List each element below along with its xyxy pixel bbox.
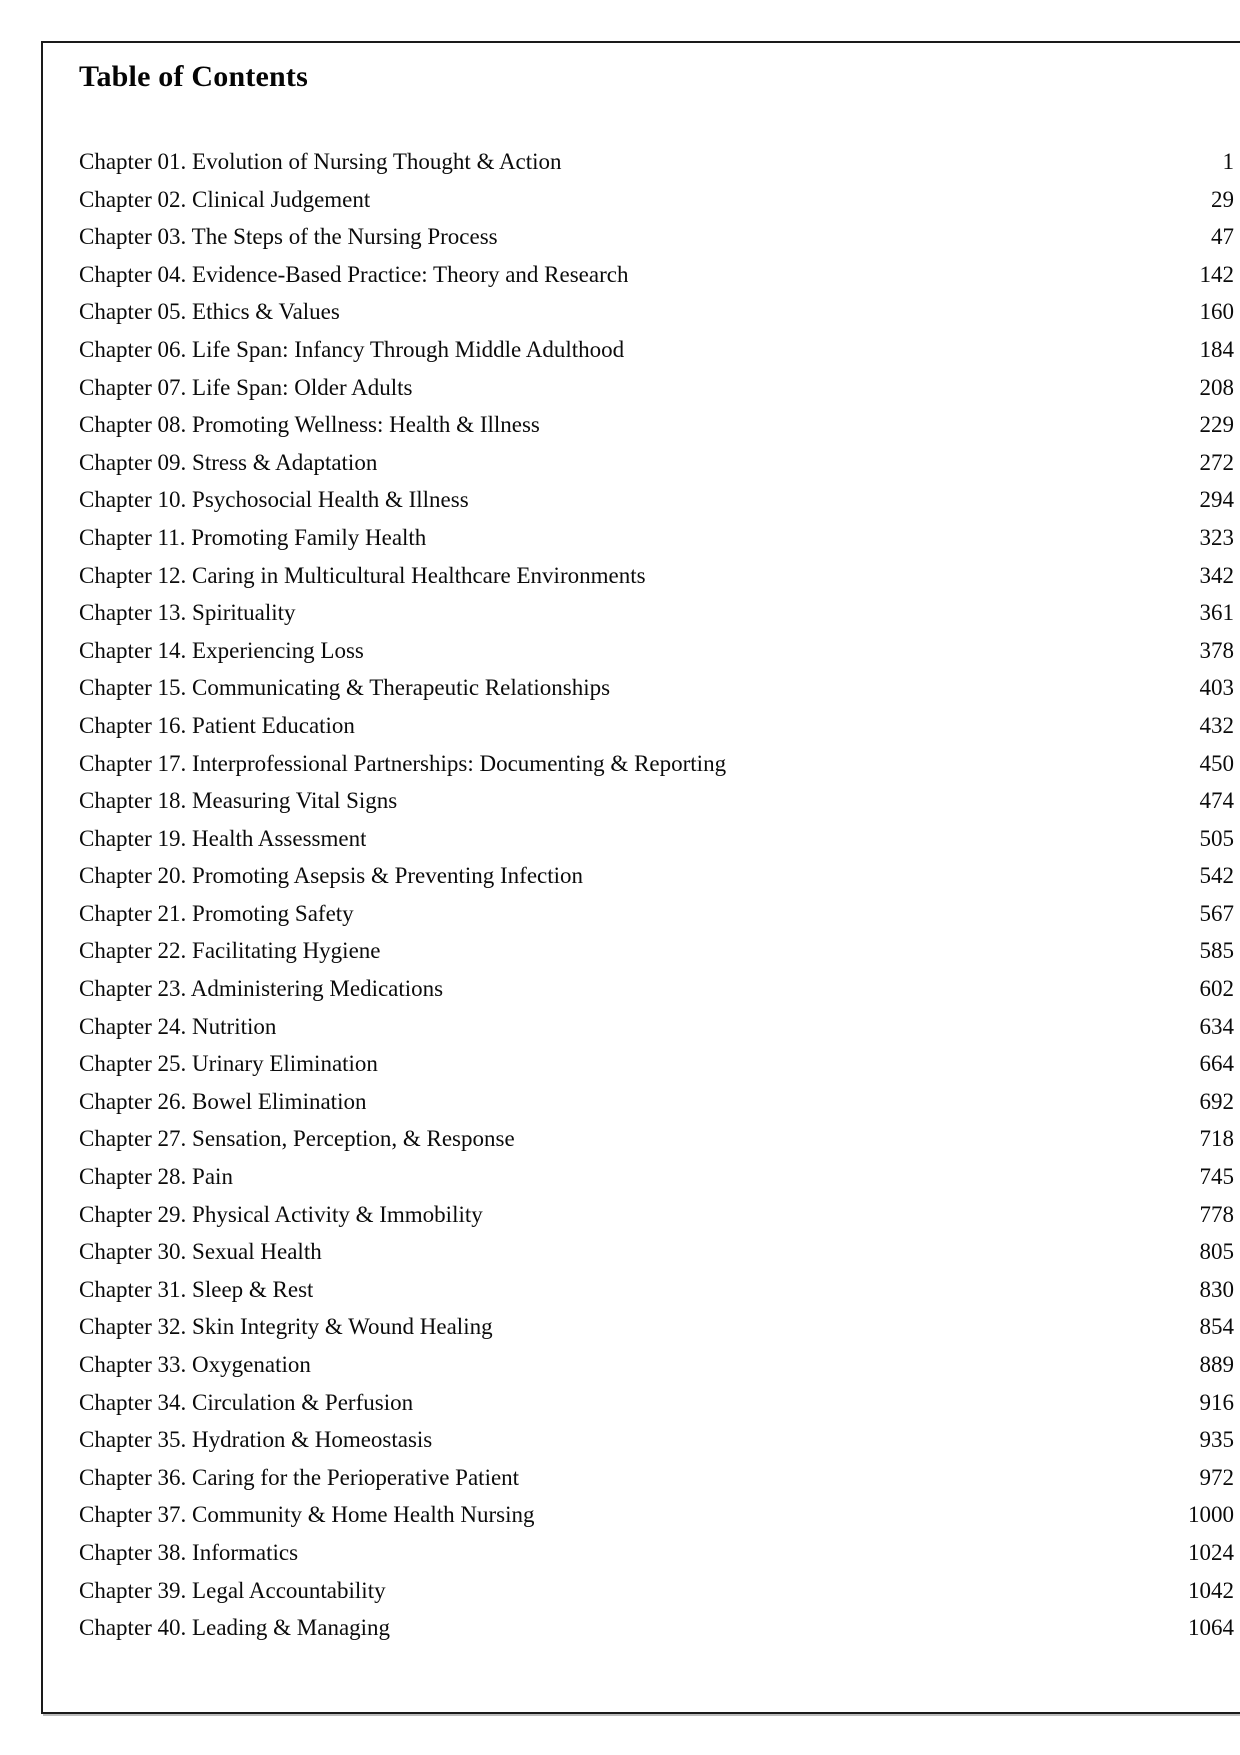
toc-entry [79,519,1234,557]
toc-entry-label: Chapter 39. Legal Accountability [79,1577,386,1603]
toc-entry-page-number: 29 [1211,186,1234,212]
toc-entry-label: Chapter 03. The Steps of the Nursing Process [79,224,498,250]
toc-entry-page-number: 935 [1199,1427,1234,1453]
toc-entry [79,406,1234,444]
toc-entry-page-number: 745 [1199,1164,1234,1190]
toc-entry-label: Chapter 27. Sensation, Perception, & Response [79,1126,515,1152]
toc-entry [79,1346,1234,1384]
toc-entry-label: Chapter 13. Spirituality [79,600,296,626]
toc-entry-page-number: 1064 [1188,1615,1234,1641]
toc-entry-label: Chapter 37. Community & Home Health Nursing [79,1502,535,1528]
toc-entry [79,1496,1234,1534]
toc-entry [79,632,1234,670]
toc-entry-page-number: 854 [1199,1314,1234,1340]
toc-entry-page-number: 542 [1199,863,1234,889]
toc-entry [79,444,1234,482]
toc-entry-page-number: 229 [1199,412,1234,438]
toc-entry [79,669,1234,707]
toc-list [79,143,1234,1647]
toc-entry [79,143,1234,181]
toc-entry-page-number: 778 [1199,1201,1234,1227]
toc-entry-page-number: 184 [1199,336,1234,362]
toc-entry-page-number: 47 [1211,224,1234,250]
toc-entry [79,1008,1234,1046]
toc-entry-label: Chapter 02. Clinical Judgement [79,186,371,212]
toc-entry-page-number: 450 [1199,750,1234,776]
toc-entry-page-number: 567 [1199,900,1234,926]
toc-entry-page-number: 1 [1222,149,1234,174]
toc-entry-label: Chapter 32. Skin Integrity & Wound Healing [79,1314,493,1340]
toc-entry-label: Chapter 19. Health Assessment [79,825,367,851]
toc-entry [79,369,1234,407]
toc-entry [79,218,1234,256]
toc-entry-label: Chapter 29. Physical Activity & Immobility [79,1201,483,1227]
toc-entry [79,1421,1234,1459]
toc-entry-label: Chapter 22. Facilitating Hygiene [79,938,381,964]
toc-entry [79,1459,1234,1497]
page-title: Table of Contents [79,60,308,93]
toc-entry-label: Chapter 15. Communicating & Therapeutic Relationships [79,675,611,701]
toc-entry-label: Chapter 09. Stress & Adaptation [79,449,378,475]
toc-entry [79,481,1234,519]
toc-entry-label: Chapter 35. Hydration & Homeostasis [79,1427,433,1453]
toc-entry [79,1196,1234,1234]
toc-entry [79,1534,1234,1572]
toc-entry-page-number: 1000 [1188,1502,1234,1528]
page-border-frame [41,41,1240,1714]
toc-entry [79,932,1234,970]
toc-entry-label: Chapter 01. Evolution of Nursing Thought & Action [79,149,562,174]
toc-entry-label: Chapter 36. Caring for the Perioperative Patient [79,1464,520,1490]
toc-entry-page-number: 830 [1199,1276,1234,1302]
toc-entry-label: Chapter 20. Promoting Asepsis & Preventing Infection [79,863,584,889]
toc-entry-page-number: 889 [1199,1352,1234,1377]
toc-entry-label: Chapter 34. Circulation & Perfusion [79,1389,414,1415]
toc-entry-page-number: 634 [1199,1013,1234,1039]
toc-entry-page-number: 585 [1199,938,1234,964]
toc-entry-label: Chapter 33. Oxygenation [79,1352,311,1377]
toc-entry [79,1233,1234,1271]
toc-entry-page-number: 505 [1199,825,1234,851]
toc-entry-page-number: 323 [1199,524,1234,550]
toc-entry [79,745,1234,783]
toc-entry [79,895,1234,933]
toc-entry-page-number: 294 [1199,487,1234,513]
toc-entry [79,820,1234,858]
toc-entry [79,181,1234,219]
toc-entry-label: Chapter 06. Life Span: Infancy Through Middle Adulthood [79,336,625,362]
toc-entry [79,1384,1234,1422]
toc-entry-label: Chapter 24. Nutrition [79,1013,277,1039]
toc-entry [79,1120,1234,1158]
toc-entry-page-number: 208 [1199,374,1234,400]
toc-entry-page-number: 474 [1199,788,1234,814]
toc-entry-page-number: 1042 [1188,1577,1234,1603]
toc-entry [79,256,1234,294]
toc-entry-label: Chapter 05. Ethics & Values [79,299,340,325]
toc-entry [79,857,1234,895]
toc-entry-page-number: 916 [1199,1389,1234,1415]
toc-entry-label: Chapter 21. Promoting Safety [79,900,354,926]
toc-entry [79,1609,1234,1647]
toc-entry [79,1271,1234,1309]
toc-entry [79,1083,1234,1121]
toc-entry-label: Chapter 08. Promoting Wellness: Health & Illness [79,412,540,438]
toc-entry-label: Chapter 17. Interprofessional Partnerships: Documenting & Reporting [79,750,727,776]
toc-entry-label: Chapter 04. Evidence-Based Practice: Theory and Research [79,261,629,287]
toc-entry-page-number: 692 [1199,1088,1234,1114]
toc-entry [79,1572,1234,1610]
toc-entry-label: Chapter 25. Urinary Elimination [79,1051,378,1077]
toc-entry-page-number: 805 [1199,1239,1234,1265]
toc-entry-label: Chapter 31. Sleep & Rest [79,1276,314,1302]
toc-entry-page-number: 378 [1199,637,1234,663]
toc-entry [79,293,1234,331]
toc-entry-page-number: 403 [1199,675,1234,701]
toc-entry-label: Chapter 16. Patient Education [79,712,355,738]
toc-entry-label: Chapter 07. Life Span: Older Adults [79,374,413,400]
toc-entry-label: Chapter 11. Promoting Family Health [79,524,427,550]
toc-entry-page-number: 972 [1199,1464,1234,1490]
toc-entry-page-number: 664 [1199,1051,1234,1077]
toc-entry-label: Chapter 10. Psychosocial Health & Illness [79,487,469,513]
toc-entry-label: Chapter 14. Experiencing Loss [79,637,364,663]
toc-entry [79,970,1234,1008]
toc-entry [79,1308,1234,1346]
toc-entry [79,707,1234,745]
toc-entry-label: Chapter 40. Leading & Managing [79,1615,391,1641]
toc-entry [79,331,1234,369]
toc-entry [79,1158,1234,1196]
toc-entry-page-number: 602 [1199,976,1234,1002]
toc-entry-page-number: 142 [1199,261,1234,287]
toc-entry-page-number: 432 [1199,712,1234,738]
toc-entry-page-number: 160 [1199,299,1234,325]
toc-entry-label: Chapter 26. Bowel Elimination [79,1088,367,1114]
toc-entry [79,782,1234,820]
toc-entry-label: Chapter 38. Informatics [79,1539,299,1565]
toc-entry-label: Chapter 30. Sexual Health [79,1239,322,1265]
toc-entry-page-number: 361 [1199,600,1234,626]
toc-entry-page-number: 342 [1199,562,1234,588]
toc-entry-label: Chapter 23. Administering Medications [79,976,444,1002]
toc-entry-page-number: 272 [1199,449,1234,475]
toc-entry-page-number: 718 [1199,1126,1234,1152]
toc-entry [79,594,1234,632]
toc-entry [79,1045,1234,1083]
toc-entry-label: Chapter 18. Measuring Vital Signs [79,788,398,814]
toc-entry-label: Chapter 28. Pain [79,1164,233,1190]
toc-entry-page-number: 1024 [1188,1539,1234,1565]
toc-entry-label: Chapter 12. Caring in Multicultural Healthcare Environments [79,562,646,588]
toc-entry [79,557,1234,595]
